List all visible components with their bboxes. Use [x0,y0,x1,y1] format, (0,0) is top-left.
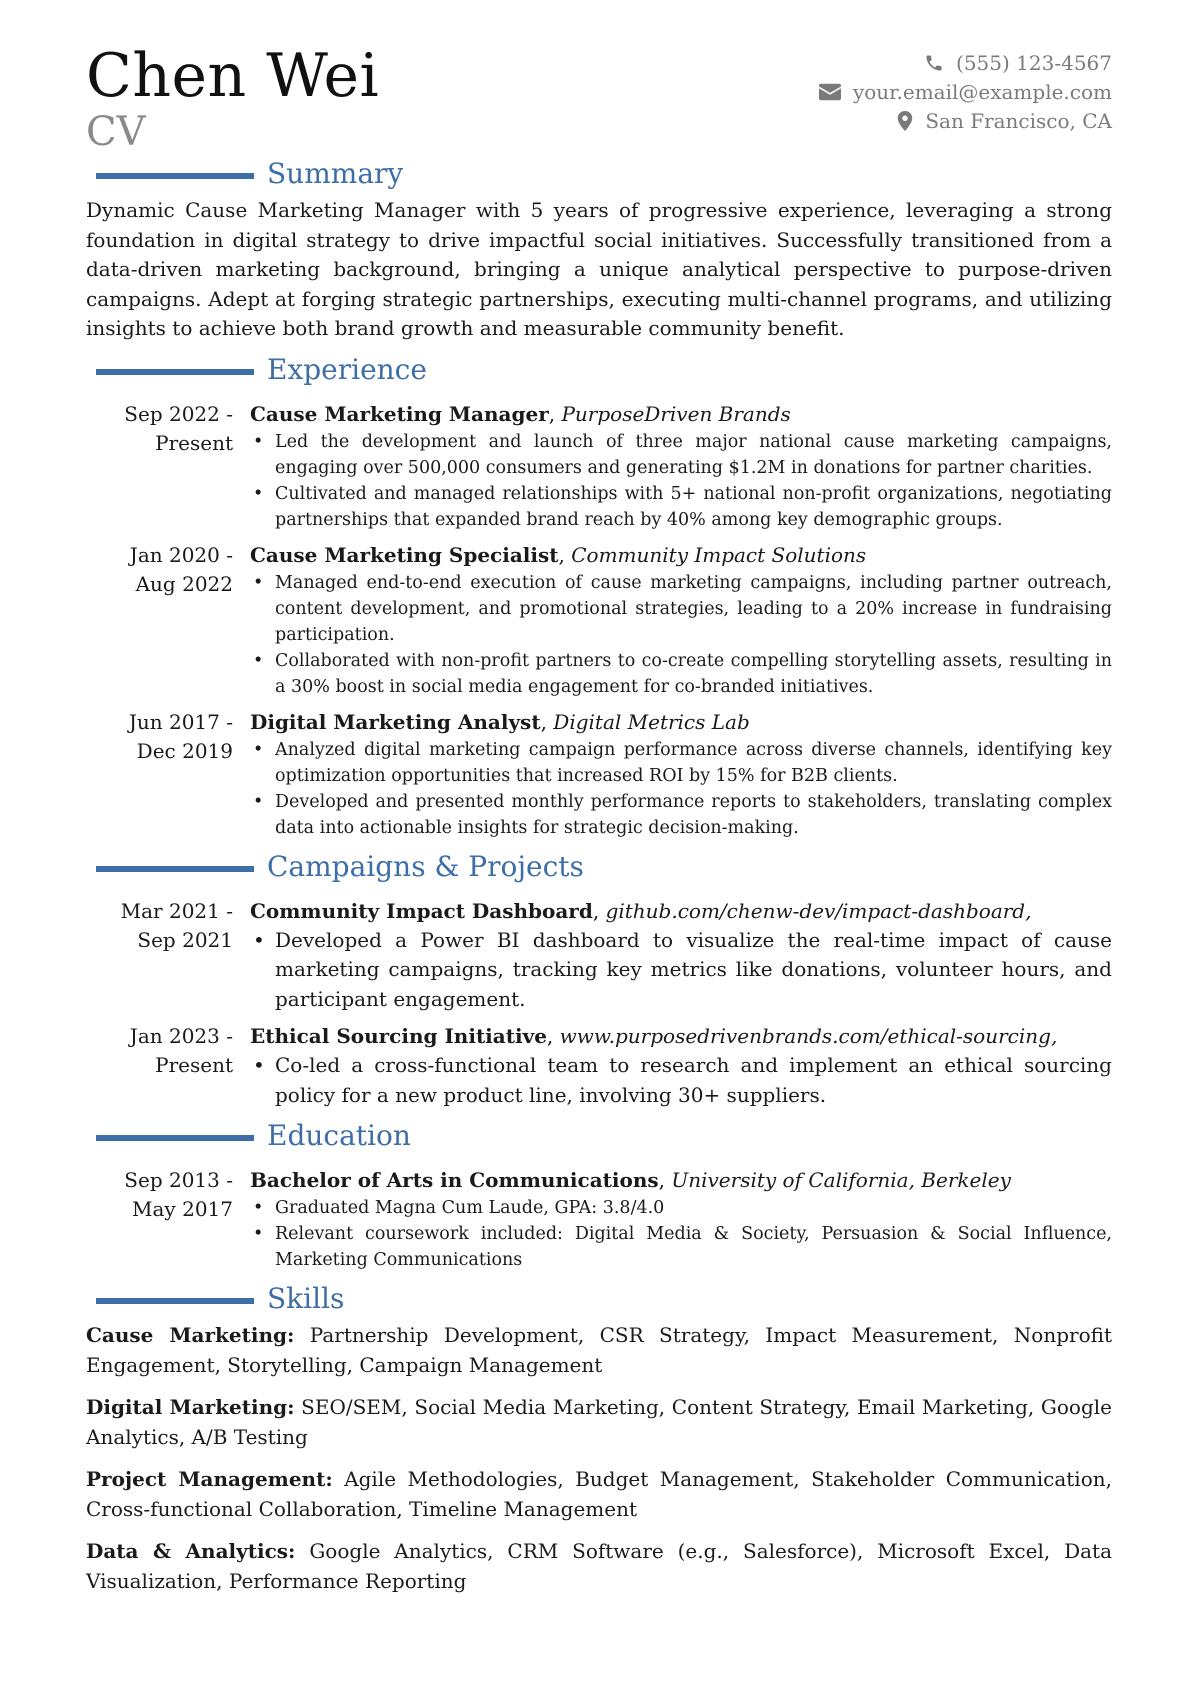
section-title: Skills [267,1282,345,1315]
bullet-item: • Led the development and launch of three major national cause marketing campaigns, engaging over 500,000 consumers and generating $1.2M in donations for partner charities. [275,429,1112,481]
skill-category: Digital Marketing: [86,1395,295,1419]
entry-role: Community Impact Dashboard [250,898,593,923]
entry-org: Community Impact Solutions [571,542,867,567]
education-entry [86,1166,1112,1273]
skill-category: Data & Analytics: [86,1539,296,1563]
entry-headline: Community Impact Dashboard, github.com/chenw-dev/impact-dashboard, [250,898,1032,923]
email-link[interactable]: your.email@example.com [852,79,1112,104]
bullet-item: • Developed and presented monthly performance reports to stakeholders, translating complex data into actionable insights for strategic decision-making. [275,789,1112,841]
location-text: San Francisco, CA [925,108,1112,133]
section-title: Campaigns & Projects [267,849,584,883]
bullet-item: • Graduated Magna Cum Laude, GPA: 3.8/4.0 [275,1195,1112,1221]
entry-body [250,897,1112,1015]
phone-text: (555) 123-4567 [956,50,1112,75]
skill-items: Google Analytics, CRM Software (e.g., Salesforce), Microsoft Excel, Data Visualization, Performance Reporting [86,1539,1113,1593]
entry-headline: Cause Marketing Manager, PurposeDriven Brands [250,401,791,426]
envelope-icon [819,83,841,101]
bullet-item: • Cultivated and managed relationships with 5+ national non-profit organizations, negotiating partnerships that expanded brand reach by 40% among key demographic groups. [275,481,1112,533]
bullet-item: • Analyzed digital marketing campaign performance across diverse channels, identifying key optimization opportunities that increased ROI by 15% for B2B clients. [275,737,1112,789]
entry-role: Ethical Sourcing Initiative [250,1024,547,1048]
entry-bullets [250,926,1112,1015]
entry-org: Digital Metrics Lab [553,709,750,734]
skill-group [86,1321,1112,1380]
entry-headline: Digital Marketing Analyst, Digital Metrics Lab [250,709,750,734]
section-rule [96,369,254,375]
entry-org: University of California, Berkeley [671,1168,1011,1192]
entry-date: Jun 2017 - Dec 2019 [128,709,233,763]
entry-bullets [250,737,1112,841]
entry-bullets [250,1051,1112,1110]
section-rule [96,1135,254,1141]
project-link[interactable]: github.com/chenw-dev/impact-dashboard, [605,898,1032,923]
bullet-item: • Developed a Power BI dashboard to visualize the real-time impact of cause marketing campaigns, tracking key metrics like donations, volunteer hours, and participant engagement. [275,926,1112,1015]
candidate-name: Chen Wei [86,41,380,111]
entry-date: Jan 2020 - Aug 2022 [129,542,233,596]
entry-body [250,400,1112,533]
contact-location [819,106,1112,135]
experience-entry [86,541,1112,700]
entry-body [250,541,1112,700]
entry-bullets [250,1195,1112,1273]
entry-date: Jan 2023 - Present [129,1024,233,1077]
entry-date: Mar 2021 - Sep 2021 [120,898,233,952]
entry-body [250,708,1112,841]
contact-email[interactable] [819,77,1112,106]
contact-block [819,48,1112,135]
entry-role: Cause Marketing Specialist [250,542,559,567]
bullet-item: • Relevant coursework included: Digital Media & Society, Persuasion & Social Influence, Marketing Communications [275,1221,1112,1273]
document-subtitle: CV [86,109,146,155]
skill-items: SEO/SEM, Social Media Marketing, Content Strategy, Email Marketing, Google Analytics, A/B Testing [86,1395,1113,1449]
section-heading-skills [86,1281,1112,1321]
entry-body [250,1166,1112,1273]
section-heading-projects [86,849,1112,889]
resume-header [86,40,1112,156]
entry-role: Digital Marketing Analyst [250,709,541,734]
entry-date: Sep 2022 - Present [124,401,233,455]
project-entry [86,897,1112,1015]
summary-text: Dynamic Cause Marketing Manager with 5 years of progressive experience, leveraging a strong foundation in digital strategy to drive impactful social initiatives. Successfully transitioned from a data-driven marketing background, bringing a unique analytical perspective to purpose-driven campaigns. Adept at forging strategic partnerships, executing multi-channel programs, and utilizing insights to achieve both brand growth and measurable community benefit. [86,198,1112,340]
entry-role: Bachelor of Arts in Communications [250,1168,659,1192]
skill-group [86,1465,1112,1524]
skill-category: Cause Marketing: [86,1323,295,1347]
entry-org: PurposeDriven Brands [561,401,791,426]
section-title: Summary [267,157,404,190]
entry-body [250,1022,1112,1110]
bullet-item: • Collaborated with non-profit partners to co-create compelling storytelling assets, resulting in a 30% boost in social media engagement for co-branded initiatives. [275,648,1112,700]
skill-items: Agile Methodologies, Budget Management, Stakeholder Communication, Cross-functional Collaboration, Timeline Management [86,1467,1112,1521]
experience-entry [86,708,1112,841]
section-heading-education [86,1118,1112,1158]
entry-date: Sep 2013 - May 2017 [124,1168,233,1221]
section-title: Education [267,1119,411,1152]
section-heading-experience [86,352,1112,392]
skill-group [86,1393,1112,1452]
contact-phone [819,48,1112,77]
entry-headline: Bachelor of Arts in Communications, University of California, Berkeley [250,1168,1011,1192]
section-heading-summary [86,156,1112,196]
entry-bullets [250,570,1112,700]
bullet-item: • Managed end-to-end execution of cause marketing campaigns, including partner outreach, content development, and promotional strategies, leading to a 20% increase in fundraising participation. [275,570,1112,648]
skill-items: Partnership Development, CSR Strategy, Impact Measurement, Nonprofit Engagement, Storytelling, Campaign Management [86,1323,1113,1377]
bullet-item: • Co-led a cross-functional team to research and implement an ethical sourcing policy for a new product line, involving 30+ suppliers. [275,1051,1112,1110]
project-link[interactable]: www.purposedrivenbrands.com/ethical-sourcing, [559,1024,1058,1048]
section-rule [96,173,254,179]
project-entry [86,1022,1112,1110]
section-title: Experience [267,352,427,386]
skill-group [86,1537,1112,1596]
entry-role: Cause Marketing Manager [250,401,549,426]
map-pin-icon [897,111,913,131]
entry-headline: Cause Marketing Specialist, Community Impact Solutions [250,542,867,567]
section-rule [96,866,254,872]
skill-category: Project Management: [86,1467,333,1491]
entry-headline: Ethical Sourcing Initiative, www.purposedrivenbrands.com/ethical-sourcing, [250,1024,1058,1048]
phone-icon [924,53,944,73]
resume-page [86,40,1112,1609]
section-rule [96,1298,254,1304]
entry-bullets [250,429,1112,533]
experience-entry [86,400,1112,533]
